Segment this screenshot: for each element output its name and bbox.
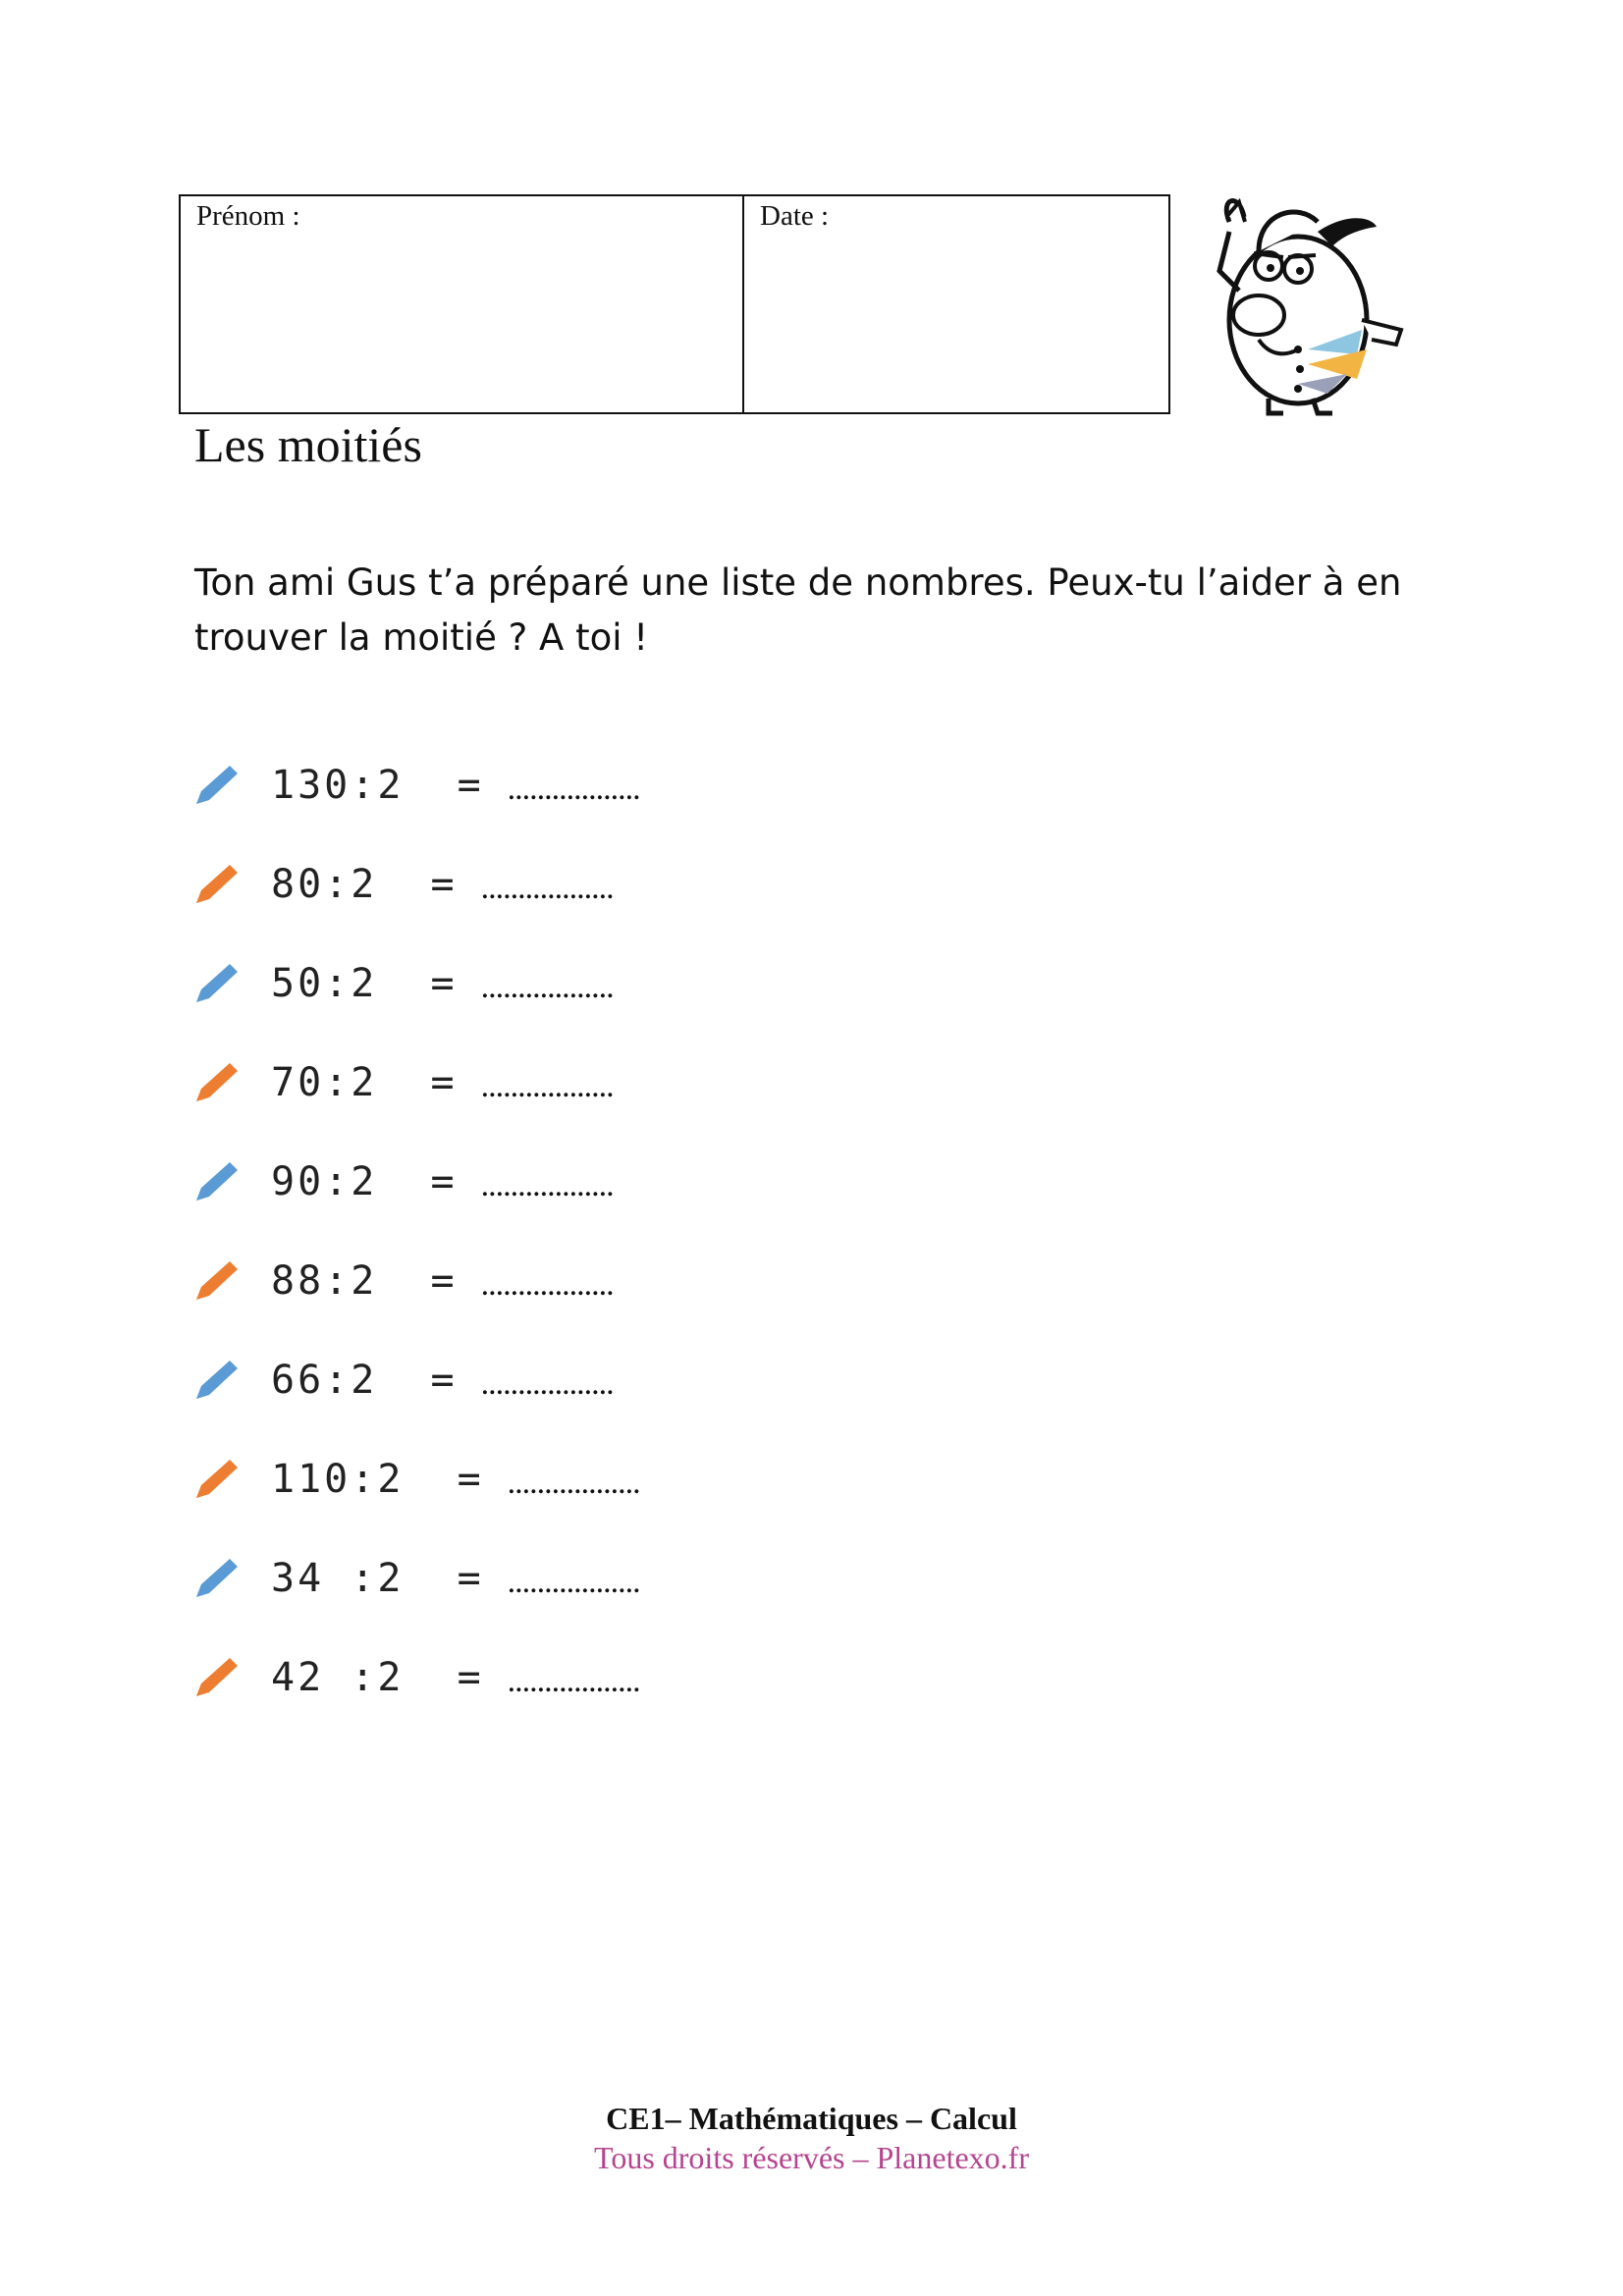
answer-blank[interactable]: .................. xyxy=(507,771,640,807)
exercise-row xyxy=(192,855,614,914)
header-table xyxy=(179,194,1170,414)
pencil-icon xyxy=(192,1554,242,1603)
answer-blank[interactable]: .................. xyxy=(507,1564,640,1600)
pencil-icon xyxy=(192,1058,242,1107)
exercise-row xyxy=(192,1053,614,1112)
exercise-row xyxy=(192,1252,614,1310)
exercise-expression: 130:2 = xyxy=(271,763,484,808)
exercise-expression: 110:2 = xyxy=(271,1457,484,1502)
exercise-expression: 34 :2 = xyxy=(271,1556,484,1601)
pencil-icon xyxy=(192,1653,242,1702)
pencil-icon xyxy=(192,1157,242,1206)
pencil-icon xyxy=(192,1256,242,1306)
answer-blank[interactable]: .................. xyxy=(480,1266,614,1303)
date-field[interactable] xyxy=(744,196,1168,412)
exercise-expression: 42 :2 = xyxy=(271,1655,484,1700)
answer-blank[interactable]: .................. xyxy=(480,1167,614,1203)
exercise-expression: 88:2 = xyxy=(271,1258,458,1304)
instruction-text: Ton ami Gus t’a préparé une liste de nombres. Peux-tu l’aider à en trouver la moitié ? A toi ! xyxy=(194,561,1402,659)
answer-blank[interactable]: .................. xyxy=(480,969,614,1005)
answer-blank[interactable]: .................. xyxy=(507,1465,640,1501)
exercise-row xyxy=(192,954,614,1013)
exercise-expression: 50:2 = xyxy=(271,961,458,1006)
exercise-row xyxy=(192,1450,640,1509)
gus-mascot-illustration xyxy=(1200,192,1416,418)
footer-subject: CE1– Mathématiques – Calcul xyxy=(606,2101,1017,2136)
pencil-icon xyxy=(192,761,242,810)
pencil-icon xyxy=(192,860,242,909)
footer-rights: Tous droits réservés – Planetexo.fr xyxy=(594,2140,1029,2175)
date-label: Date : xyxy=(760,200,830,232)
prenom-field[interactable] xyxy=(181,196,744,412)
answer-blank[interactable]: .................. xyxy=(507,1663,640,1699)
exercise-row xyxy=(192,1152,614,1211)
exercise-row xyxy=(192,1351,614,1410)
prenom-label: Prénom : xyxy=(196,200,300,232)
exercise-row xyxy=(192,1549,640,1608)
pencil-icon xyxy=(192,1356,242,1405)
exercise-expression: 66:2 = xyxy=(271,1358,458,1403)
answer-blank[interactable]: .................. xyxy=(480,870,614,906)
answer-blank[interactable]: .................. xyxy=(480,1068,614,1104)
answer-blank[interactable]: .................. xyxy=(480,1365,614,1402)
exercise-row xyxy=(192,1648,640,1707)
page-title: Les moitiés xyxy=(194,417,422,472)
exercise-row xyxy=(192,756,640,815)
pencil-icon xyxy=(192,959,242,1008)
exercise-expression: 70:2 = xyxy=(271,1060,458,1105)
exercise-expression: 80:2 = xyxy=(271,862,458,907)
exercise-expression: 90:2 = xyxy=(271,1159,458,1204)
pencil-icon xyxy=(192,1455,242,1504)
